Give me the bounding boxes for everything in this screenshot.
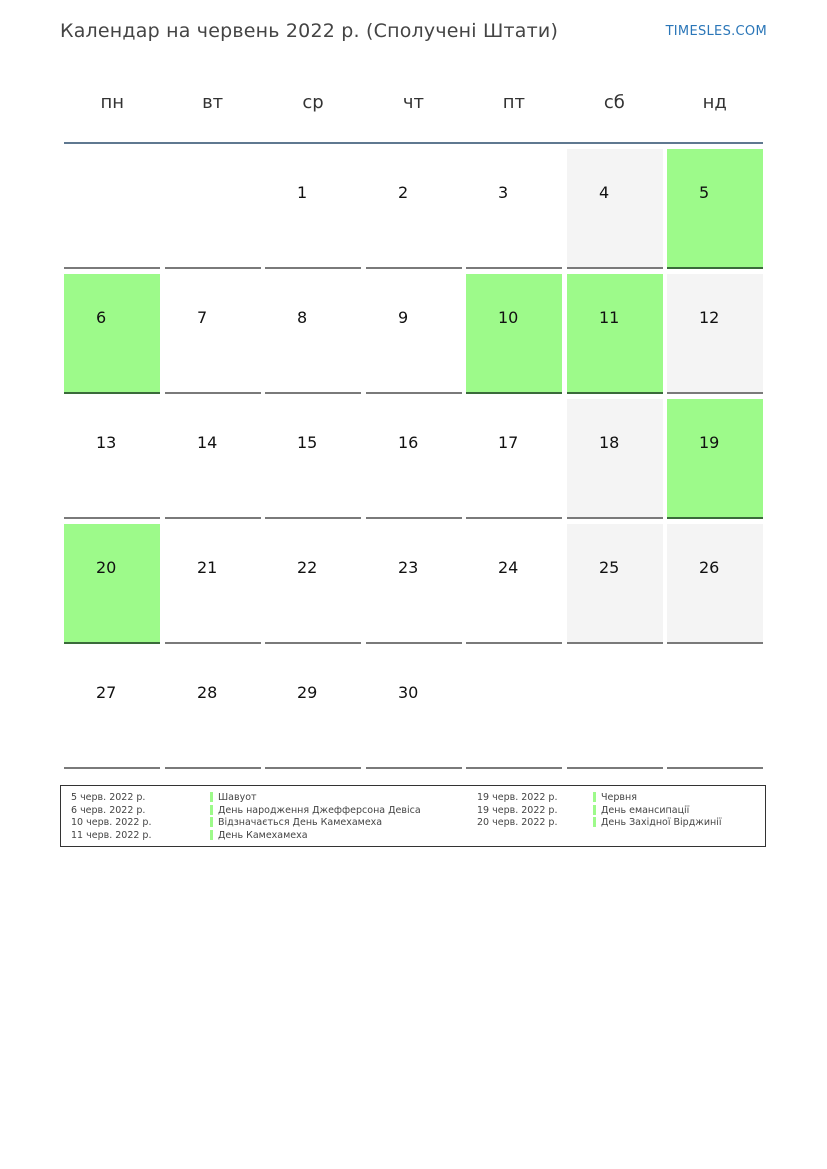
holiday-name: День народження Джефферсона Девіса <box>218 804 421 816</box>
empty-day-cell <box>64 149 160 269</box>
day-cell[interactable] <box>64 524 160 644</box>
weekday-label: пн <box>100 92 124 113</box>
weekday-label: пт <box>502 92 526 113</box>
day-number: 8 <box>297 308 308 327</box>
holiday-marker <box>210 792 213 802</box>
holiday-entry <box>477 792 777 804</box>
weekday-label: вт <box>202 92 224 113</box>
cell-divider <box>567 392 663 394</box>
cell-divider <box>667 517 763 519</box>
holiday-marker <box>210 830 213 840</box>
holiday-marker <box>593 792 596 802</box>
holiday-name: Шавуот <box>218 792 257 803</box>
cell-divider <box>667 642 763 644</box>
day-number: 28 <box>197 683 218 702</box>
weekday-header <box>62 92 765 113</box>
day-cell[interactable] <box>165 274 261 394</box>
holiday-entry <box>71 792 371 804</box>
cell-divider <box>265 767 361 769</box>
holiday-date: 19 черв. 2022 р. <box>477 792 558 803</box>
day-cell[interactable] <box>165 524 261 644</box>
day-cell[interactable] <box>265 149 361 269</box>
day-number: 27 <box>96 683 117 702</box>
cell-divider <box>64 517 160 519</box>
holiday-entry <box>477 805 777 817</box>
weekday-label: сб <box>603 92 625 113</box>
cell-divider <box>265 267 361 269</box>
cell-divider <box>567 642 663 644</box>
day-cell[interactable] <box>366 274 462 394</box>
day-cell[interactable] <box>265 274 361 394</box>
cell-divider <box>265 642 361 644</box>
day-cell[interactable] <box>64 649 160 769</box>
day-number: 7 <box>197 308 208 327</box>
day-number: 2 <box>398 183 409 202</box>
day-cell[interactable] <box>466 274 562 394</box>
cell-divider <box>667 392 763 394</box>
day-cell[interactable] <box>667 399 763 519</box>
empty-day-cell <box>567 649 663 769</box>
holiday-date: 10 черв. 2022 р. <box>71 817 152 828</box>
day-cell[interactable] <box>466 149 562 269</box>
day-cell[interactable] <box>165 399 261 519</box>
cell-divider <box>64 642 160 644</box>
day-number: 29 <box>297 683 318 702</box>
holiday-name: День Камехамеха <box>218 829 308 841</box>
day-number: 1 <box>297 183 308 202</box>
cell-divider <box>165 267 261 269</box>
day-number: 23 <box>398 558 419 577</box>
day-number: 5 <box>699 183 710 202</box>
holiday-date: 6 черв. 2022 р. <box>71 804 146 816</box>
cell-divider <box>466 517 562 519</box>
day-number: 25 <box>599 558 620 577</box>
holiday-marker <box>210 817 213 827</box>
cell-divider <box>165 392 261 394</box>
day-number: 6 <box>96 308 107 327</box>
day-cell[interactable] <box>667 524 763 644</box>
cell-divider <box>567 517 663 519</box>
day-number: 16 <box>398 433 419 452</box>
cell-divider <box>466 767 562 769</box>
day-number: 22 <box>297 558 318 577</box>
cell-divider <box>366 392 462 394</box>
holiday-entry <box>71 804 421 817</box>
day-cell[interactable] <box>466 524 562 644</box>
weekday-label: ср <box>302 92 324 113</box>
cell-divider <box>366 642 462 644</box>
day-number: 26 <box>699 558 720 577</box>
holiday-date: 5 черв. 2022 р. <box>71 792 146 803</box>
day-cell[interactable] <box>667 149 763 269</box>
day-number: 3 <box>498 183 509 202</box>
day-cell[interactable] <box>265 399 361 519</box>
day-cell[interactable] <box>265 524 361 644</box>
cell-divider <box>366 517 462 519</box>
holiday-date: 20 черв. 2022 р. <box>477 817 558 828</box>
day-number: 13 <box>96 433 117 452</box>
empty-day-cell <box>466 649 562 769</box>
cell-divider <box>64 267 160 269</box>
day-cell[interactable] <box>567 399 663 519</box>
empty-day-cell <box>667 649 763 769</box>
cell-divider <box>366 767 462 769</box>
holiday-name: День Західної Вірджинії <box>601 817 722 828</box>
holiday-date: 11 черв. 2022 р. <box>71 829 152 841</box>
day-cell[interactable] <box>366 399 462 519</box>
day-cell[interactable] <box>366 149 462 269</box>
weekday-label: чт <box>402 92 425 113</box>
cell-divider <box>265 517 361 519</box>
cell-divider <box>165 767 261 769</box>
weekday-label: нд <box>702 92 727 113</box>
holiday-entry <box>71 830 371 842</box>
day-cell[interactable] <box>366 524 462 644</box>
day-number: 14 <box>197 433 218 452</box>
day-cell[interactable] <box>567 274 663 394</box>
cell-divider <box>265 392 361 394</box>
day-cell[interactable] <box>366 649 462 769</box>
day-cell[interactable] <box>165 649 261 769</box>
day-cell[interactable] <box>667 274 763 394</box>
holiday-entry <box>477 817 777 829</box>
day-cell[interactable] <box>567 524 663 644</box>
day-number: 19 <box>699 433 720 452</box>
cell-divider <box>567 767 663 769</box>
cell-divider <box>567 267 663 269</box>
cell-divider <box>466 392 562 394</box>
holiday-marker <box>593 817 596 827</box>
day-cell[interactable] <box>466 399 562 519</box>
day-number: 17 <box>498 433 519 452</box>
header-divider <box>64 142 763 144</box>
day-number: 10 <box>498 308 519 327</box>
day-number: 20 <box>96 558 117 577</box>
brand-link[interactable]: TIMESLES.COM <box>665 24 767 39</box>
day-cell[interactable] <box>265 649 361 769</box>
day-number: 9 <box>398 308 409 327</box>
day-number: 24 <box>498 558 519 577</box>
day-number: 11 <box>599 308 620 327</box>
day-number: 12 <box>699 308 720 327</box>
cell-divider <box>165 642 261 644</box>
cell-divider <box>165 517 261 519</box>
day-number: 4 <box>599 183 610 202</box>
holiday-marker <box>593 805 596 815</box>
cell-divider <box>64 392 160 394</box>
day-cell[interactable] <box>567 149 663 269</box>
holiday-name: День емансипації <box>601 804 690 816</box>
holiday-name: Відзначається День Камехамеха <box>218 817 383 828</box>
empty-day-cell <box>165 149 261 269</box>
cell-divider <box>64 767 160 769</box>
day-cell[interactable] <box>64 399 160 519</box>
page-title: Календар на червень 2022 р. (Сполучені Штати) <box>60 20 559 42</box>
cell-divider <box>667 767 763 769</box>
day-number: 15 <box>297 433 318 452</box>
holiday-name: Червня <box>601 792 637 803</box>
day-number: 21 <box>197 558 218 577</box>
day-number: 30 <box>398 683 419 702</box>
cell-divider <box>366 267 462 269</box>
holiday-marker <box>210 805 213 815</box>
holiday-entry <box>71 817 383 829</box>
day-cell[interactable] <box>64 274 160 394</box>
holiday-date: 19 черв. 2022 р. <box>477 804 558 816</box>
holiday-legend <box>60 785 766 847</box>
day-number: 18 <box>599 433 620 452</box>
cell-divider <box>667 267 763 269</box>
cell-divider <box>466 642 562 644</box>
cell-divider <box>466 267 562 269</box>
